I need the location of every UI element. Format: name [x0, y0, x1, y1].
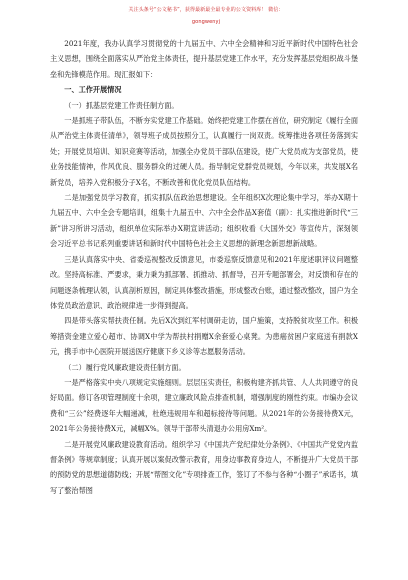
- body-paragraph: 四是带头落实帮扶责任制。先后X次到红军村调研走访，国户施策，支持脱贫攻坚工作。积极筹措资金建立爱心超市、协调X中学为帮扶村捐赠X余套爱心桌凳。为患癌贫困户家庭送有捐款X元，携手市中心医院开展送医疗健康下乡义诊等志愿服务活动。: [50, 316, 358, 357]
- subsection-heading: （二）履行党风廉政建设责任制方面。: [64, 362, 186, 372]
- body-paragraph: 二是加强党员学习教育，抓实抓队伍政治思想建设。全年组织X次理论集中学习，举办X期十九届五中、六中全会专题培训，组集十九届五中、六中全会作品X套值（副）：扎实推进新时代“三新”讲习所讲习活动，组织单位实际举办X期宣讲活动；组织收看《大国外交》等宣传片，深刻领会习近平总书记系列重要讲话和新时代中国特色社会主义思想的新理念新思想新战略。: [50, 193, 358, 249]
- body-paragraph: 一是严格落实中央八项规定实施细则。层层压实责任，积极构建齐抓共管、人人共同遵守的良好局面。修订各项管理制度十余项，建立廉政风险点排查机制，增强制度的刚性约束。市编办会议费和“三公”经费逐年大幅递减，杜绝违规用车和超标接待等问题。从2021年的公务接待费X元，2021年公务接待费X元，减幅X%。领导干部带头清退办公用房Xm²。: [50, 377, 358, 434]
- body-paragraph: 三是认真落实中央、省委巡视整改反馈意见，市委巡察反馈意见和2021年度述职评议问题整改。坚持高标准、严要求，秉力秉为抓部署、抓推动、抓督导，召开专题部署会，对反馈和存在的问题逐条梳理认领，认真剖析原因，制定具体整改措施，形成整改台账，通过整改整改，国户为全体党员政治意识、政治规律进一步得到提高。: [50, 254, 358, 310]
- document-body: [50, 36, 358, 498]
- body-paragraph: 二是开展党风廉政建设教育活动。组织学习《中国共产党纪律处分条例》、《中国共产党党内监督条例》等规章制度；认真开展以案促改警示教育，用身边事教育身边人，不断提升广大党员干部的预防党的思想道德防线；开展“帮图文化”专项排查工作，签订了不参与各种“小圈子”承诺书，填写了整治帮图: [50, 439, 358, 495]
- intro-paragraph: 2021年度，我办认真学习贯彻党的十九届五中、六中全会精神和习近平新时代中国特色社会主义思想，围绕全面落实从严治党主体责任，提升基层党建工作水平，充分发挥基层党组织战斗堡垒和先锋模范作用。现汇报如下：: [50, 39, 358, 79]
- header-banner: 关注头条号“公文秘书”，获得最新最全最专业的公文资料库！ 微信：gongwenyj: [128, 7, 284, 25]
- section-heading: 一、工作开展情况: [64, 85, 122, 95]
- subsection-heading: （一）抓基层党建工作责任制方面。: [64, 100, 179, 110]
- body-paragraph: 一是抓班子带队伍，不断夯实党建工作基础。始终把党建工作摆在首位，研究制定《履行全面从严治党主体责任清单》，领导班子成员按照分工，认真履行一岗双责。统筹推进各项任务落到实处；开展党员培训、知识竞赛等活动，加强全办党员干部队伍建设，使广大党员成为支部党员，使业务技能情神，作风优良、服务群众的过硬人员。指导制定党群党员规划，今年以来，共发展X名新党员，培养入党积极分子X名，不断改善和优化党员队伍结构。: [50, 116, 358, 187]
